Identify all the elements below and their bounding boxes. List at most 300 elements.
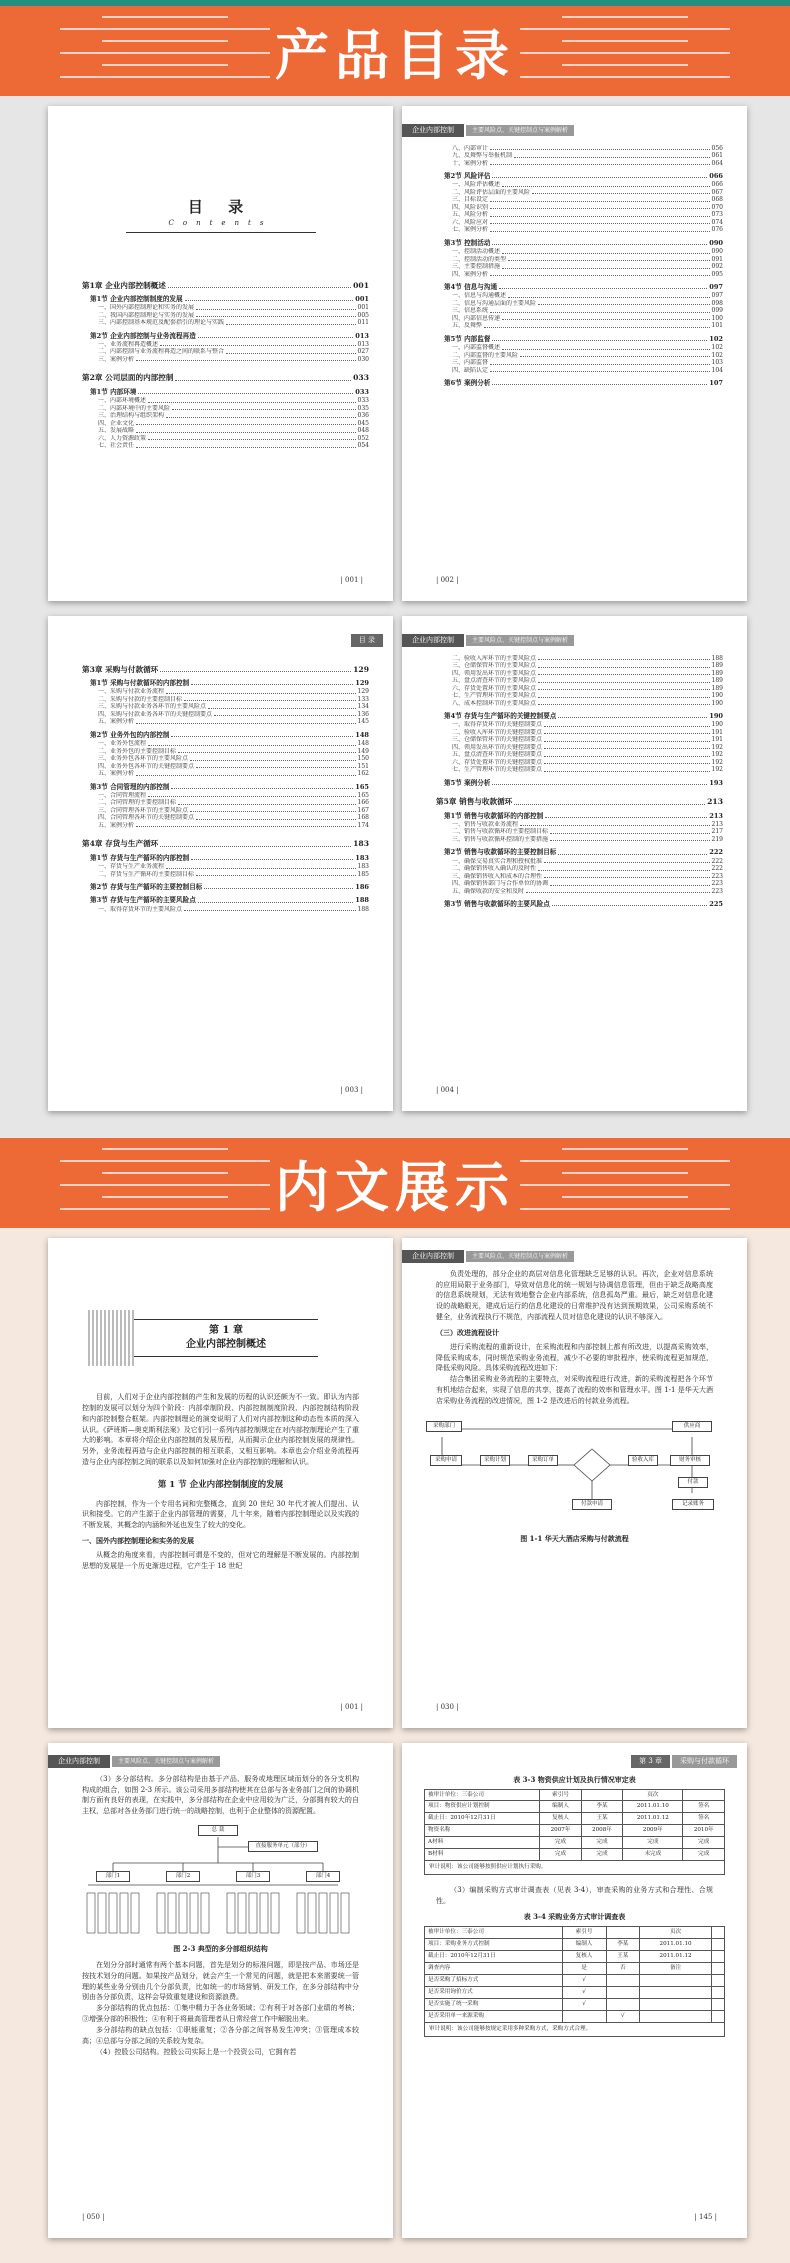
toc-leader-dots (190, 755, 356, 761)
toc-entry-title: 第1节 企业内部控制制度的发展 (90, 294, 183, 303)
toc-entry-title: 五、案例分析 (98, 770, 135, 778)
page-number: | 004 | (436, 1086, 459, 1095)
table-cell (562, 2010, 606, 2022)
toc-leader-dots (136, 420, 356, 426)
toc-entry-title: 第4节 信息与沟通 (444, 283, 498, 292)
toc-entry-page: 219 (711, 835, 723, 843)
toc-entry-page: 183 (355, 853, 369, 862)
toc-item-entry (98, 799, 369, 807)
toc-item-entry (452, 692, 723, 700)
toc-leader-dots (136, 442, 356, 448)
toc-item-entry (98, 871, 369, 879)
table-cell: 签名 (683, 1801, 725, 1813)
toc-entry-page: 066 (711, 181, 723, 189)
toc-item-entry (452, 211, 723, 219)
toc-entry-page: 223 (711, 872, 723, 880)
toc-list (402, 647, 747, 909)
toc-entry-page: 129 (355, 679, 369, 688)
table-cell: 完成 (540, 1837, 581, 1849)
toc-section-entry (90, 731, 369, 739)
org-top-box: 总 裁 (198, 1825, 238, 1836)
toc-entry-page: 189 (711, 677, 723, 685)
toc-leader-dots (550, 828, 710, 834)
toc-entry-page: 070 (711, 203, 723, 211)
toc-section-entry (444, 172, 723, 180)
flow-box: 采购部门 (426, 1421, 462, 1432)
toc-item-entry (452, 322, 723, 330)
toc-entry-title: 二、采购与付款的主要控制目标 (98, 695, 183, 703)
toc-leader-dots (492, 779, 707, 785)
purchase-method-table (424, 1926, 725, 2023)
toc-item-entry (452, 315, 723, 323)
running-header (48, 634, 383, 647)
toc-section-entry (444, 812, 723, 820)
table-cell: 是 (562, 1962, 606, 1974)
table-cell: 李某 (581, 1801, 622, 1813)
toc-leader-dots (544, 744, 710, 750)
toc-entry-page: 090 (709, 238, 723, 247)
toc-leader-dots (520, 352, 710, 358)
toc-entry-title: 第5节 案例分析 (444, 778, 491, 787)
header-book-subtitle: 主要风险点、关键控制点与案例解析 (112, 1756, 220, 1768)
toc-entry-page: 090 (711, 248, 723, 256)
toc-section-entry (90, 854, 369, 862)
toc-entry-title: 第3节 控制活动 (444, 238, 491, 247)
running-header (402, 1250, 747, 1263)
toc-entry-page: 064 (711, 159, 723, 167)
table-cell: √ (562, 1974, 606, 1986)
table-cell: 2008年 (581, 1825, 622, 1837)
chapter-intro-paragraph: 目前，人们对于企业内部控制的产生和发展的历程的认识还颇为不一致。即认为内部控制的发展可以划分为四个阶段：内部牵制阶段、内部控制制度阶段、内部控制结构阶段和内部控制整合框架。内部控制理论的演变说明了人们对内部控制这种动态性本质的深入认识。《萨班斯—奥克斯利法案》及它们引一系列内部控制规定在对内部控制理论产生了重大的影响。本章将介绍企业内部控制的发展历程，从而揭示企业内部控制发展的规律性。另外，业务流程再造与企业内部控制的相互联系，又相互影响。本章也会介绍业务流程再造与企业内部控制之间的联系以及如何加强对企业内部控制的理解和认识。 (82, 1393, 359, 1467)
toc-leader-dots (196, 304, 356, 310)
toc-entry-title: 八、成本控制环节的主要风险点 (452, 699, 537, 707)
toc-leader-dots (190, 807, 356, 813)
toc-section-entry (90, 896, 369, 904)
toc-entry-title: 一、确保交易真实合理和授权批准 (452, 857, 543, 865)
content-page-chapter1 (48, 1238, 393, 1728)
toc-entry-title: 第3节 销售与收款循环的主要风险点 (444, 900, 550, 909)
toc-section-entry (90, 332, 369, 340)
toc-leader-dots (508, 256, 710, 262)
toc-leader-dots (196, 763, 356, 769)
org-unit-box (330, 1893, 338, 1933)
toc-list (48, 647, 393, 913)
toc-entry-page: 099 (711, 307, 723, 315)
table-cell: 未完成 (623, 1849, 683, 1861)
toc-entry-title: 第1节 存货与生产循环的内部控制 (90, 853, 190, 862)
toc-entry-page: 074 (711, 218, 723, 226)
toc-entry-title: 一、存货与生产业务流程 (98, 863, 165, 871)
toc-section-entry (444, 848, 723, 856)
toc-item-entry (98, 711, 369, 719)
toc-item-entry (98, 807, 369, 815)
toc-leader-dots (490, 211, 710, 217)
toc-entry-title: 五、案例分析 (98, 718, 135, 726)
toc-entry-title: 三、信息系统 (452, 307, 489, 315)
toc-leader-dots (502, 344, 710, 350)
toc-section-entry (444, 283, 723, 291)
toc-entry-page: 190 (711, 699, 723, 707)
toc-entry-title: 二、验收入库环节的关键控制要点 (452, 728, 543, 736)
table-row (425, 1825, 725, 1837)
toc-entry-page: 185 (357, 870, 369, 878)
toc-entry-title: 三、主要控制措施 (452, 263, 501, 271)
toc-entry-page: 193 (709, 778, 723, 787)
content-banner-title: 内文展示 (275, 1155, 515, 1219)
table-cell: 页次 (623, 1789, 683, 1801)
toc-item-entry (452, 736, 723, 744)
flow-box: 记录账务 (672, 1499, 714, 1510)
toc-item-entry (98, 427, 369, 435)
toc-leader-dots (490, 271, 710, 277)
table-cell: 王某 (606, 1950, 640, 1962)
org-staff-box: 直接服务单元（部分） (248, 1841, 318, 1852)
table-cell (712, 1998, 725, 2010)
table-row (425, 1813, 725, 1825)
toc-section-entry (444, 335, 723, 343)
toc-entry-page: 188 (357, 905, 369, 913)
table-cell (640, 1974, 712, 1986)
banner-decoration-left (60, 1138, 270, 1228)
header-book-title: 企业内部控制 (402, 124, 464, 137)
header-book-subtitle: 主要风险点、关键控制点与案例解析 (466, 1251, 574, 1263)
org-unit-box (319, 1893, 327, 1933)
table-cell: A材料 (425, 1837, 540, 1849)
table-cell: 签名 (683, 1813, 725, 1825)
toc-item-entry (452, 367, 723, 375)
toc-entry-page: 030 (357, 355, 369, 363)
toc-entry-page: 129 (353, 664, 369, 674)
toc-leader-dots (490, 226, 710, 232)
toc-entry-page: 098 (711, 299, 723, 307)
catalog-banner-title: 产品目录 (275, 23, 515, 87)
toc-item-entry (98, 718, 369, 726)
toc-entry-title: 第2节 存货与生产循环的主要控制目标 (90, 883, 203, 892)
toc-leader-dots (196, 814, 356, 820)
table-cell (712, 1926, 725, 1938)
toc-leader-dots (544, 736, 710, 742)
table-cell (712, 1938, 725, 1950)
toc-page-001 (48, 106, 393, 601)
page-number: | 145 | (694, 2213, 717, 2222)
toc-entry-page: 217 (711, 828, 723, 836)
subsection-paragraph: 从概念的角度来看，内部控制可谓是不变的，但对它的理解是不断发展的。内部控制思想的发展是一个历史渐进过程，它产生于 18 世纪 (82, 1550, 359, 1570)
table-cell: 2011.01.12 (623, 1813, 683, 1825)
toc-leader-dots (175, 373, 351, 380)
toc-item-entry (98, 763, 369, 771)
toc-item-entry (452, 685, 723, 693)
toc-entry-page: 056 (711, 144, 723, 152)
table-cell: 物资名称 (425, 1825, 540, 1837)
toc-entry-page: 027 (357, 348, 369, 356)
content-page-145 (402, 1743, 747, 2238)
flow-box: 验收入库 (628, 1455, 658, 1466)
toc-item-entry (452, 226, 723, 234)
toc-entry-page: 167 (357, 806, 369, 814)
toc-entry-page: 133 (357, 695, 369, 703)
page-number: | 030 | (436, 1703, 459, 1712)
toc-leader-dots (544, 858, 710, 864)
table-cell (712, 1950, 725, 1962)
table-row (425, 1950, 725, 1962)
toc-item-entry (452, 359, 723, 367)
toc-leader-dots (490, 204, 710, 210)
toc-leader-dots (185, 295, 354, 301)
toc-item-entry (452, 821, 723, 829)
toc-leader-dots (514, 152, 710, 158)
toc-entry-page: 067 (711, 188, 723, 196)
toc-item-entry (98, 348, 369, 356)
toc-entry-page: 222 (709, 848, 723, 857)
toc-entry-page: 190 (711, 721, 723, 729)
flow-box: 采购申请 (430, 1455, 462, 1466)
table-cell: 完成 (581, 1849, 622, 1861)
toc-item-entry (98, 312, 369, 320)
flow-box: 付款 (678, 1477, 708, 1488)
toc-entry-title: 四、缺陷认定 (452, 366, 489, 374)
toc-leader-dots (138, 388, 353, 394)
toc-entry-title: 二、内部控制与业务流程再造之间的联系与整合 (98, 348, 225, 356)
body-paragraph: （4）控股公司结构。控股公司实际上是一个投资公司，它拥有若 (96, 2047, 297, 2056)
toc-item-entry (452, 662, 723, 670)
toc-entry-page: 136 (357, 710, 369, 718)
chapter-stripe-decoration (88, 1310, 134, 1366)
toc-title: 目 录 (187, 198, 254, 216)
flowchart-figure (422, 1413, 727, 1529)
toc-item-entry (452, 836, 723, 844)
toc-leader-dots (196, 312, 356, 318)
flow-box: 采购订单 (528, 1455, 558, 1466)
toc-entry-title: 一、风险评估概述 (452, 181, 501, 189)
toc-leader-dots (544, 751, 710, 757)
toc-item-entry (452, 670, 723, 678)
toc-entry-page: 097 (709, 283, 723, 292)
toc-title-rule (126, 232, 316, 233)
toc-entry-title: 四、风险识别 (452, 203, 489, 211)
toc-entry-title: 七、社会责任 (98, 442, 135, 450)
toc-entry-page: 190 (709, 712, 723, 721)
toc-leader-dots (499, 283, 707, 289)
body-paragraph: （3）多分部结构。多分部结构是由基于产品、服务或地理区域而划分的各分支机构构成的组合，如图 2-3 所示。该公司采用多部结构使其在总部与各业务部门之间的协调机制方面有良好的表现，在实践中，多分部结构在企业中应用较为广泛，分部拥有较大的自主权，总部对各业务部门进行统一的战略控制，也利于企业整体的资源配置。 (82, 1774, 359, 1816)
toc-entry-title: 第1章 企业内部控制概述 (82, 280, 166, 290)
toc-leader-dots (490, 367, 710, 373)
content-section (0, 1228, 790, 2263)
toc-section-entry (90, 679, 369, 687)
toc-section-entry (444, 239, 723, 247)
toc-entry-page: 100 (711, 314, 723, 322)
table-cell: 2011.01.10 (623, 1801, 683, 1813)
toc-entry-page: 035 (357, 404, 369, 412)
toc-leader-dots (538, 700, 710, 706)
toc-leader-dots (204, 883, 353, 889)
header-book-subtitle: 主要风险点、关键控制点与案例解析 (466, 635, 574, 647)
banner-decoration-right (520, 6, 730, 96)
body-paragraph: （3）编制采购方式审计调查表（见表 3-4），审查采购的业务方式和合理性、合规性。 (436, 1886, 713, 1906)
toc-entry-title: 二、控制活动的类型 (452, 255, 507, 263)
toc-leader-dots (490, 307, 710, 313)
table-cell: 截止日：2010年12月31日 (425, 1950, 563, 1962)
toc-leader-dots (160, 665, 351, 672)
table-row (425, 1938, 725, 1950)
org-unit-box (238, 1893, 246, 1933)
toc-entry-page: 005 (357, 311, 369, 319)
table-cell: B材料 (425, 1849, 540, 1861)
toc-entry-title: 六、风险应对 (452, 218, 489, 226)
table-cell: 索引号 (562, 1926, 606, 1938)
toc-entry-title: 一、取得存货环节的关键控制要点 (452, 721, 543, 729)
toc-entry-title: 五、盘点清查环节的主要风险点 (452, 677, 537, 685)
toc-item-entry (98, 696, 369, 704)
toc-entry-page: 192 (711, 766, 723, 774)
toc-entry-title: 一、业务流程再造概述 (98, 340, 159, 348)
table-cell: 2011.01.10 (640, 1938, 712, 1950)
toc-item-entry (452, 271, 723, 279)
toc-entry-title: 三、合同管理各环节的主要风险点 (98, 806, 189, 814)
table-row (425, 1837, 725, 1849)
toc-entry-page: 104 (711, 366, 723, 374)
table-row (425, 1962, 725, 1974)
toc-entry-page: 001 (353, 280, 369, 290)
table-cell (712, 1986, 725, 1998)
org-unit-box (341, 1893, 349, 1933)
toc-leader-dots (538, 300, 710, 306)
toc-entry-page: 168 (357, 814, 369, 822)
toc-leader-dots (532, 189, 710, 195)
toc-entry-title: 四、领用发出环节的关键控制要点 (452, 743, 543, 751)
toc-leader-dots (198, 332, 353, 338)
toc-entry-page: 107 (709, 379, 723, 388)
toc-entry-title: 一、合同管理流程 (98, 791, 147, 799)
toc-entry-title: 四、领用发出环节的主要风险点 (452, 669, 537, 677)
table-cell: 截止日：2010年12月31日 (425, 1813, 540, 1825)
toc-entry-title: 第2节 风险评估 (444, 172, 491, 181)
toc-leader-dots (538, 655, 710, 661)
toc-leader-dots (514, 797, 705, 804)
toc-entry-title: 五、反舞弊 (452, 322, 483, 330)
toc-entry-title: 七、生产管理环节的关键控制要点 (452, 766, 543, 774)
table-wrapper (402, 1789, 747, 1876)
toc-leader-dots (502, 181, 710, 187)
toc-entry-title: 九、反舞弊与举报机制 (452, 152, 513, 160)
toc-item-entry (452, 721, 723, 729)
toc-entry-page: 148 (355, 730, 369, 739)
toc-entry-title: 第5节 内部监督 (444, 334, 491, 343)
toc-leader-dots (484, 322, 710, 328)
toc-entry-page: 162 (357, 770, 369, 778)
table-cell (683, 1789, 725, 1801)
toc-leader-dots (490, 359, 710, 365)
table-cell (640, 1986, 712, 1998)
toc-leader-dots (166, 688, 356, 694)
toc-leader-dots (538, 677, 710, 683)
toc-entry-title: 六、存货处置环节的主要风险点 (452, 684, 537, 692)
toc-entry-title: 第6节 案例分析 (444, 379, 491, 388)
flow-box: 供应商 (672, 1421, 712, 1432)
toc-entry-title: 三、内部控制基本规范及配套指引的理论与实践 (98, 319, 225, 327)
table-caption: 表 3-3 物资供应计划及执行情况审定表 (513, 1774, 636, 1784)
toc-entry-title: 四、企业文化 (98, 419, 135, 427)
table-wrapper (402, 1926, 747, 2037)
table-cell: 是否采购了招标方式 (425, 1974, 563, 1986)
toc-entry-title: 二、合同管理的主要控制目标 (98, 799, 177, 807)
toc-section-entry (90, 883, 369, 891)
toc-entry-title: 一、内部环境概述 (98, 397, 147, 405)
toc-item-entry (98, 405, 369, 413)
toc-entry-title: 一、信息与沟通概述 (452, 292, 507, 300)
toc-entry-title: 四、合同管理各环节的关键控制要点 (98, 814, 195, 822)
org-division-box: 部门2 (166, 1871, 200, 1882)
table-cell: 被审计单位：三泰公司 (425, 1789, 540, 1801)
table-cell (606, 1998, 640, 2010)
table-caption: 表 3-4 采购业务方式审计调查表 (523, 1912, 626, 1922)
toc-item-entry (452, 292, 723, 300)
table-cell: 完成 (683, 1849, 725, 1861)
toc-item-entry (452, 160, 723, 168)
toc-entry-title: 五、盘点清查环节的关键控制要点 (452, 751, 543, 759)
toc-item-entry (452, 248, 723, 256)
toc-section-entry (444, 712, 723, 720)
table-cell (640, 2010, 712, 2022)
toc-entry-page: 076 (711, 226, 723, 234)
content-page-030 (402, 1238, 747, 1728)
table-cell: 完成 (540, 1849, 581, 1861)
toc-item-entry (452, 655, 723, 663)
toc-item-entry (98, 755, 369, 763)
table-cell: √ (562, 1998, 606, 2010)
toc-entry-page: 149 (357, 747, 369, 755)
toc-entry-page: 052 (357, 434, 369, 442)
toc-entry-title: 三、采购与付款业务各环节的主要风险点 (98, 703, 207, 711)
toc-leader-dots (538, 685, 710, 691)
toc-item-entry (452, 766, 723, 774)
body-paragraph: 多分部结构的优点包括：①集中精力于各业务领域；②有利于对各部门业绩的考核；③增强分部的积极性；④有利于将最高管理者从日常经营工作中解脱出来。 (82, 2004, 359, 2024)
toc-section-entry (444, 379, 723, 387)
toc-entry-page: 073 (711, 211, 723, 219)
toc-entry-title: 第3节 合同管理的内部控制 (90, 782, 170, 791)
toc-page-003 (48, 616, 393, 1111)
toc-leader-dots (148, 740, 356, 746)
chapter-heading (88, 1308, 318, 1368)
org-unit-box (201, 1893, 209, 1933)
toc-item-entry (98, 420, 369, 428)
toc-entry-page: 134 (357, 703, 369, 711)
toc-leader-dots (544, 873, 710, 879)
toc-item-entry (452, 873, 723, 881)
toc-leader-dots (148, 435, 356, 441)
toc-entry-page: 165 (357, 791, 369, 799)
toc-leader-dots (168, 281, 351, 288)
table-cell (581, 1789, 622, 1801)
supply-plan-table (424, 1789, 725, 1862)
toc-entry-title: 五、发展战略 (98, 427, 135, 435)
toc-list (402, 137, 747, 388)
toc-entry-page: 192 (711, 758, 723, 766)
toc-entry-title: 一、业务外包流程 (98, 740, 147, 748)
toc-leader-dots (558, 712, 707, 718)
page-number: | 001 | (340, 1703, 363, 1712)
running-header (48, 1755, 393, 1768)
table-cell: 完成 (623, 1837, 683, 1849)
toc-entry-title: 四、内部信息传递 (452, 314, 501, 322)
toc-entry-title: 二、存货与生产循环的主要控制目标 (98, 870, 195, 878)
flow-box: 采购计划 (480, 1455, 510, 1466)
toc-leader-dots (191, 679, 353, 685)
toc-entry-title: 第5章 销售与收款循环 (436, 797, 513, 807)
table-cell: 王某 (581, 1813, 622, 1825)
org-unit-box (109, 1893, 117, 1933)
toc-leader-dots (172, 405, 356, 411)
toc-item-entry (98, 356, 369, 364)
